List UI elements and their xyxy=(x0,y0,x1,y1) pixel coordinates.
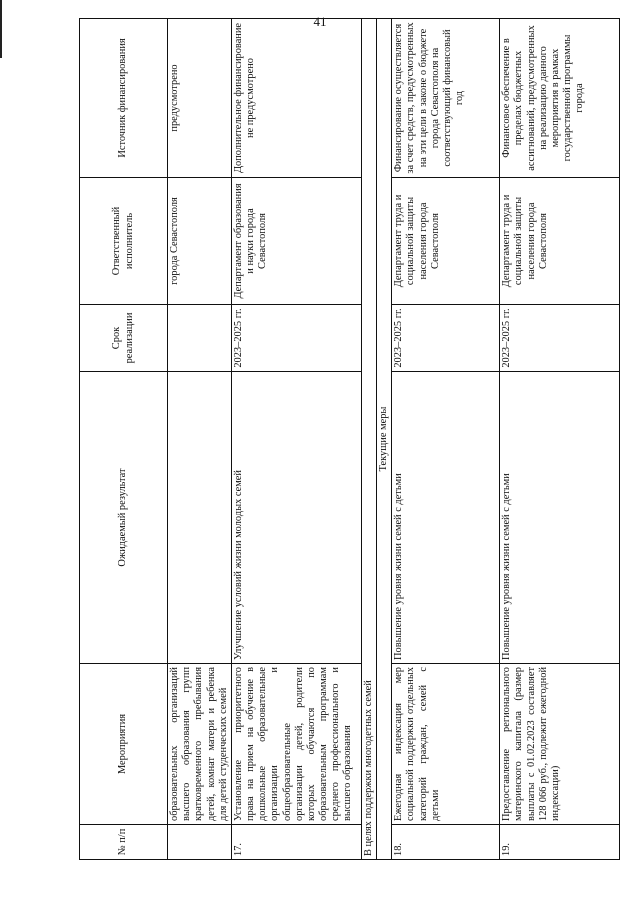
header-result: Ожидаемый результат xyxy=(80,372,168,664)
cell-term: 2023–2025 гг. xyxy=(500,305,620,372)
cell-executor: города Севастополя xyxy=(168,178,232,305)
subsection-heading: Текущие меры xyxy=(377,19,392,860)
cell-term xyxy=(168,305,232,372)
header-term: Срок реализации xyxy=(80,305,168,372)
page-number: 41 xyxy=(313,14,327,29)
rotated-table-container xyxy=(79,22,586,860)
cell-executor: Департамент труда и социальной защиты населения города Севастополя xyxy=(392,178,500,305)
cell-measure: Установление приоритетного права на прием на обучение в дошкольные образовательные организации и общеобразовательные организации детей, родители которых обучаются по образовательным программам среднего профессионального и высшего образования xyxy=(231,664,361,825)
header-measure: Мероприятия xyxy=(80,664,168,825)
section-row xyxy=(361,19,376,860)
cell-result xyxy=(168,372,232,664)
cell-executor: Департамент труда и социальной защиты населения города Севастополя xyxy=(500,178,620,305)
header-funding: Источник финансирования xyxy=(80,19,168,178)
cell-result: Улучшение условий жизни молодых семей xyxy=(231,372,361,664)
table-row-18 xyxy=(392,19,500,860)
table-header-row xyxy=(80,19,168,860)
measures-table xyxy=(79,18,620,860)
cell-funding: Финансирование осуществляется за счет средств, предусмотренных на эти цели в законе о бюджете города Севастополя на соответствующий финансовый год xyxy=(392,19,500,178)
cell-num: 18. xyxy=(392,825,500,860)
cell-executor: Департамент образования и науки города Севастополя xyxy=(231,178,361,305)
cell-measure: Предоставление регионального материнского капитала (размер выплаты с 01.02.2023 составляет 128 066 руб., подлежит ежегодной индексации) xyxy=(500,664,620,825)
cell-result: Повышение уровня жизни семей с детьми xyxy=(392,372,500,664)
cell-measure: Ежегодная индексация мер социальной поддержки отдельных категорий граждан, семей с детьми xyxy=(392,664,500,825)
table-row-17 xyxy=(231,19,361,860)
table-row-continuation xyxy=(168,19,232,860)
cell-term: 2023–2025 гг. xyxy=(392,305,500,372)
cell-term: 2023–2025 гг. xyxy=(231,305,361,372)
cell-num xyxy=(168,825,232,860)
cell-funding: предусмотрено xyxy=(168,19,232,178)
cell-num: 19. xyxy=(500,825,620,860)
cell-funding: Дополнительное финансирование не предусмотрено xyxy=(231,19,361,178)
cell-num: 17. xyxy=(231,825,361,860)
header-executor: Ответственный исполнитель xyxy=(80,178,168,305)
subsection-row xyxy=(377,19,392,860)
section-heading: В целях поддержки многодетных семей xyxy=(361,19,376,860)
table-row-19 xyxy=(500,19,620,860)
cell-measure: образовательных организаций высшего образования групп кратковременного пребывания детей, комнат матери и ребенка для детей студенческих семей xyxy=(168,664,232,825)
cell-funding: Финансовое обеспечение в пределах бюджетных ассигнований, предусмотренных на реализацию данного мероприятия в рамках государственной программы города xyxy=(500,19,620,178)
cell-result: Повышение уровня жизни семей с детьми xyxy=(500,372,620,664)
header-num: № п/п xyxy=(80,825,168,860)
